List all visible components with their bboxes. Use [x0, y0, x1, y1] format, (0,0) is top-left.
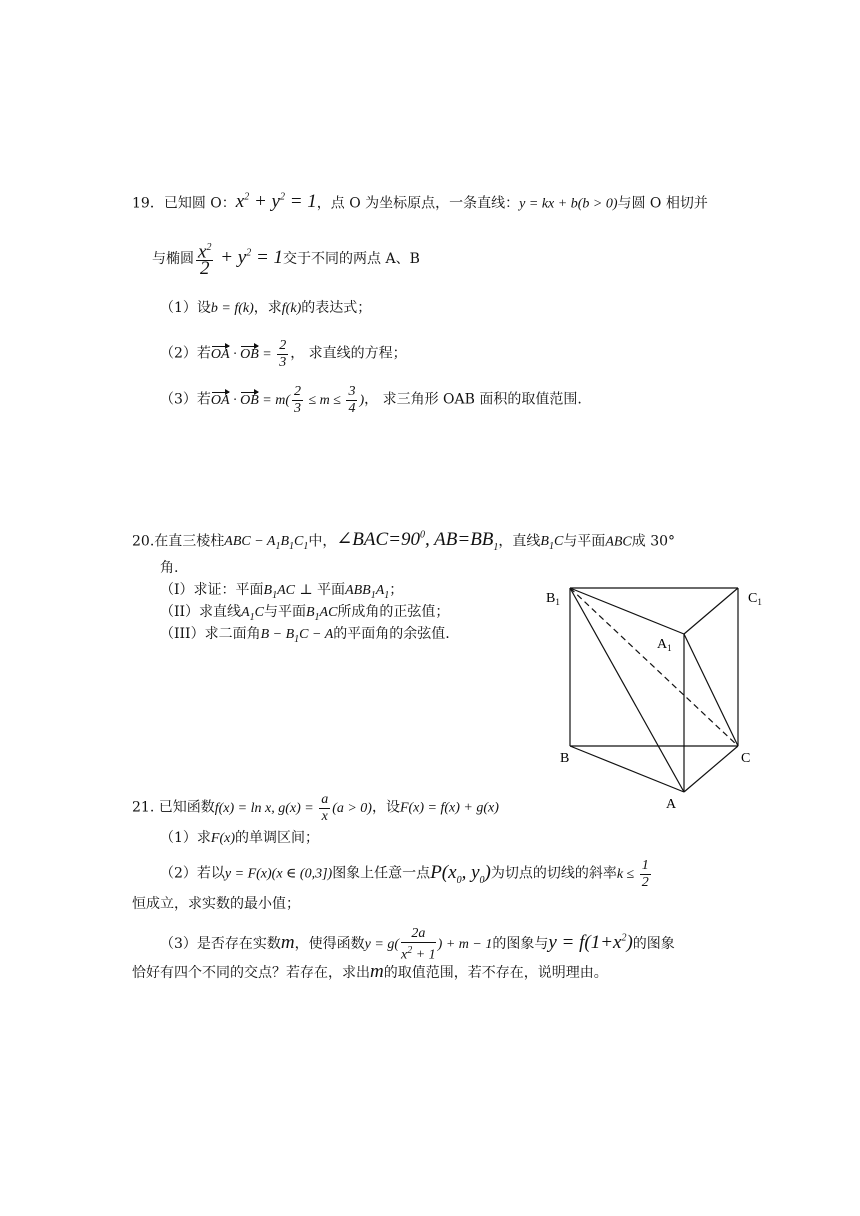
q21-composite-f: $y = f(1+x^2)$	[548, 932, 633, 954]
q20-part3	[160, 624, 450, 650]
q20-abc: ABC	[605, 534, 632, 550]
q19-p1-b: ，求	[253, 300, 282, 316]
q21-p3-e: 恰好有四个不同的交点？若存在，求出	[132, 965, 370, 981]
q19-p2-a: （2）若	[160, 345, 211, 362]
edge-b-a	[570, 746, 684, 792]
q20-p1-a: （I）求证：平面	[160, 582, 264, 598]
q20-conditions: $\angle BAC=90^0$, $AB=BB_1$	[336, 529, 499, 554]
q20-line1	[132, 526, 675, 558]
label-c: C	[741, 751, 751, 766]
q21-Fx: F(x)	[210, 831, 236, 846]
q21-part1	[160, 828, 319, 849]
q19-p2-b: ， 求直线的方程；	[290, 345, 407, 362]
q20-line1b: 角.	[160, 560, 179, 576]
q19-part1	[160, 298, 371, 319]
q19-line-equation: y = kx + b(b > 0)	[519, 196, 618, 212]
q19-part2	[160, 338, 407, 371]
q20-intro-b: 中，	[308, 533, 337, 550]
q21-slope: k ≤ $\frac{1}{2}$	[616, 858, 649, 890]
edge-a1-c1	[684, 588, 738, 634]
q20-p3-a: （III）求二面角	[160, 626, 261, 642]
label-a: A	[666, 797, 677, 810]
q21-part2	[160, 858, 653, 891]
q20-plane-b1ac: $B_1AC$	[263, 583, 295, 601]
q21-composite-g: y = g( $\frac{2a}{x^2 + 1}$ ) + m − 1	[364, 926, 493, 963]
q21-m-2: m	[370, 961, 384, 982]
q21-p3-c: 的图象与	[492, 936, 549, 953]
q19-circle-equation: $x^2 + y^2 = 1$	[235, 191, 317, 213]
edge-b1-c-dashed	[570, 588, 738, 746]
q21-p3-f: 的取值范围，若不存在，说明理由。	[383, 965, 608, 981]
q21-p3-d: 的图象	[632, 936, 675, 953]
q19-line2-a: 与椭圆	[152, 251, 194, 268]
label-a1: $A_1$	[657, 637, 672, 653]
q20-plane-b1ac-2: $B_1AC$	[305, 605, 338, 623]
q21-functions: f(x) = ln x, g(x) = $\frac{a}{x}$ (a > 0)	[214, 792, 372, 824]
q21-part2b: 恒成立，求实数的最小值；	[132, 896, 300, 912]
q21-p2-b: 图象上任意一点	[332, 865, 431, 882]
q19-line2	[152, 240, 420, 280]
q19-p1-c: 的表达式；	[301, 300, 372, 316]
q21-p2-c: 为切点的切线的斜率	[490, 865, 617, 882]
q20-p1-c: ；	[389, 582, 404, 598]
q19-p3-a: （3）若	[160, 391, 211, 408]
q20-prism: ABC − $A_1B_1C_1$	[224, 534, 309, 553]
q21-intro-a: 21. 已知函数	[132, 799, 215, 816]
label-b1: $B_1$	[546, 591, 560, 607]
q19-line2-b: 交于不同的两点 A、B	[283, 251, 420, 268]
q19-p1-a: （1）设	[160, 300, 211, 316]
q20-p3-b: 的平面角的余弦值.	[333, 626, 450, 642]
q21-p1-a: （1）求	[160, 830, 211, 846]
q21-p2-a: （2）若以	[160, 865, 225, 882]
q19-b-def: b = f(k)	[210, 301, 254, 316]
q21-point: $P(x_0$, $y_0$)	[430, 861, 491, 886]
q19-intro-a: 19．已知圆 O：	[132, 195, 236, 212]
q21-p3-a: （3）是否存在实数	[160, 936, 281, 953]
q19-p3-b: ， 求三角形 OAB 面积的取值范围.	[364, 391, 582, 408]
q20-p2-c: 所成角的正弦值；	[337, 604, 450, 620]
label-b: B	[560, 751, 570, 766]
q20-intro-a: 20.在直三棱柱	[132, 533, 225, 550]
q20-a1c: $A_1C$	[241, 605, 264, 623]
q21-domain: y = F(x)(x ∈ (0,3])	[224, 866, 333, 882]
q21-F-def: F(x) = f(x) + g(x)	[399, 800, 499, 816]
q21-m: m	[280, 932, 295, 954]
q21-intro-b: ，设	[371, 799, 400, 816]
q19-part3	[160, 384, 582, 417]
q21-p3-b: ，使得函数	[294, 936, 365, 953]
q20-b1c: $B_1C$	[540, 534, 564, 553]
q20-dihedral: $B - B_1C - A$	[260, 627, 334, 645]
label-c1: $C_1$	[748, 591, 762, 607]
q21-part3	[160, 926, 675, 964]
prism-figure	[520, 580, 780, 810]
q20-p1-b: ⊥ 平面	[299, 582, 346, 598]
q21-p1-b: 的单调区间；	[235, 830, 320, 846]
q19-intro-b: ，点 O 为坐标原点，一条直线：	[316, 195, 520, 212]
q19-line1	[132, 188, 708, 214]
q19-intro-c: 与圆 O 相切并	[617, 195, 708, 212]
edge-b1-a	[570, 588, 684, 792]
q20-intro-e: 成 30°	[631, 533, 676, 550]
q20-intro-d: 与平面	[563, 533, 606, 550]
q21-part3b	[132, 962, 608, 983]
edge-a1-c	[684, 634, 738, 746]
q20-p2-a: （II）求直线	[160, 604, 242, 620]
q20-plane-abb1a1: $ABB_1A_1$	[345, 583, 390, 601]
edge-a-c	[684, 746, 738, 792]
q19-dot-product-3: OA · OB = m( $\frac{2}{3}$ ≤ m ≤ $\frac{3}{4}$ )	[210, 384, 365, 416]
edge-b1-a1	[570, 588, 684, 634]
q20-p2-b: 与平面	[263, 604, 306, 620]
q19-ellipse-equation: $\frac{x^2}{2}$ + $y^2 = 1$	[198, 241, 284, 280]
q21-line1	[132, 792, 499, 825]
q19-dot-product-2: OA · OB = $\frac{2}{3}$	[210, 338, 287, 370]
q19-fk: f(k)	[281, 301, 302, 316]
q20-intro-c: ，直线	[498, 533, 541, 550]
